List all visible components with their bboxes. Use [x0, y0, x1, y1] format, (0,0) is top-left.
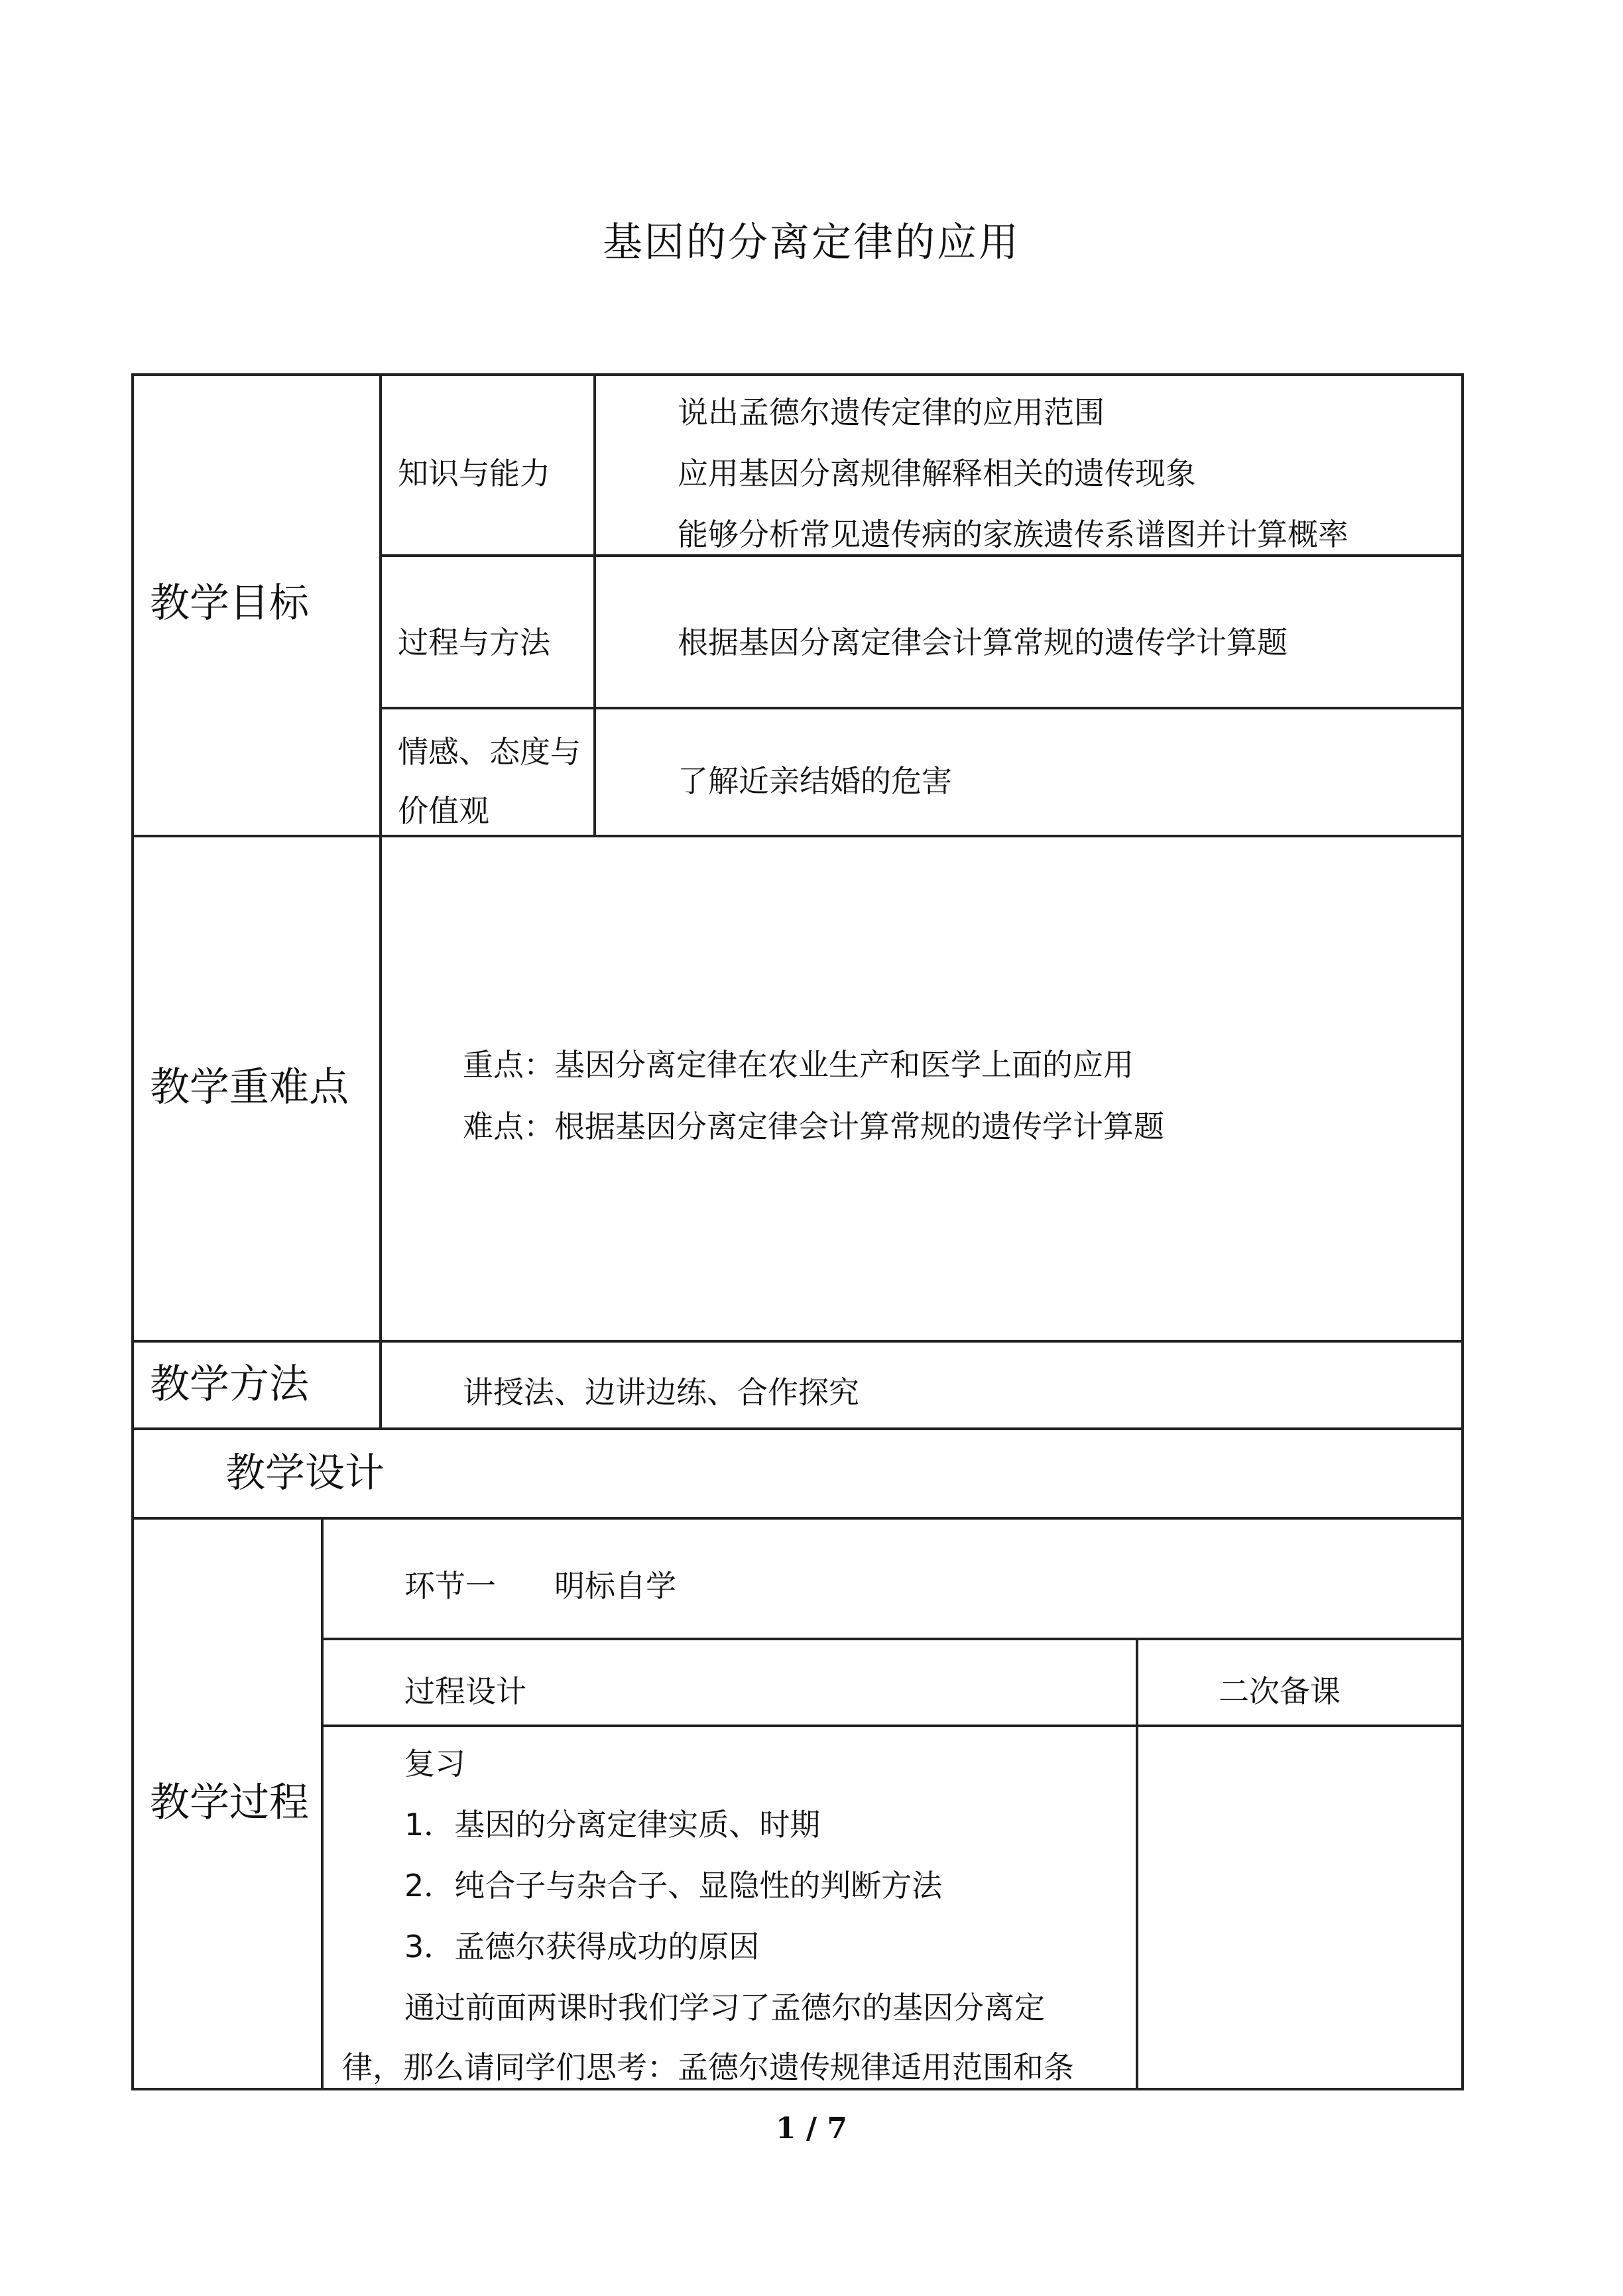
knowledge-item: 说出孟德尔遗传定律的应用范围	[678, 394, 1105, 430]
key-points-label: 教学重难点	[150, 1064, 349, 1111]
list-item: 3．孟德尔获得成功的原因	[404, 1929, 760, 1964]
row-divider	[131, 835, 1464, 837]
process-method-text: 根据基因分离定律会计算常规的遗传学计算题	[678, 625, 1288, 660]
table-border-bottom	[131, 2088, 1464, 2090]
col-divider	[321, 1517, 324, 2090]
col-divider	[379, 1340, 382, 1429]
emotion-label: 价值观	[398, 793, 489, 829]
method-text: 讲授法、边讲边练、合作探究	[463, 1374, 859, 1410]
review-heading: 复习	[404, 1746, 465, 1782]
knowledge-item: 能够分析常见遗传病的家族遗传系谱图并计算概率	[678, 516, 1349, 552]
emotion-text: 了解近亲结婚的危害	[678, 763, 952, 799]
knowledge-item: 应用基因分离规律解释相关的遗传现象	[678, 455, 1196, 491]
key-point-focus: 重点：基因分离定律在农业生产和医学上面的应用	[463, 1047, 1134, 1083]
list-item: 2．纯合子与杂合子、显隐性的判断方法	[404, 1868, 943, 1903]
stage-label: 环节一	[404, 1568, 496, 1604]
design-label: 教学设计	[225, 1450, 385, 1496]
table-border-top	[131, 373, 1464, 376]
row-divider	[131, 1340, 1464, 1343]
col-header-prep: 二次备课	[1219, 1673, 1341, 1709]
row-divider	[381, 554, 1464, 557]
row-divider	[381, 707, 1464, 709]
row-divider	[322, 1638, 1464, 1640]
process-method-label: 过程与方法	[398, 625, 550, 660]
paragraph-line: 通过前面两课时我们学习了孟德尔的基因分离定	[404, 1990, 1045, 2025]
list-item: 1．基因的分离定律实质、时期	[404, 1807, 821, 1843]
table-border-right	[1461, 373, 1464, 2090]
knowledge-label: 知识与能力	[398, 455, 550, 491]
stage-name: 明标自学	[554, 1568, 676, 1604]
method-label: 教学方法	[150, 1361, 309, 1408]
paragraph-line: 律，那么请同学们思考：孟德尔遗传规律适用范围和条	[342, 2049, 1074, 2085]
col-divider	[593, 373, 596, 836]
row-divider	[131, 1427, 1464, 1430]
page-title: 基因的分离定律的应用	[603, 219, 1020, 266]
col-divider	[1136, 1638, 1138, 2090]
row-divider	[131, 1517, 1464, 1520]
col-header-design: 过程设计	[404, 1673, 526, 1709]
key-point-difficulty: 难点：根据基因分离定律会计算常规的遗传学计算题	[463, 1109, 1164, 1144]
table-border-left	[131, 373, 134, 2090]
page-number: 1 / 7	[776, 2112, 847, 2145]
emotion-label: 情感、态度与	[398, 734, 581, 770]
objectives-label: 教学目标	[150, 580, 309, 627]
row-divider	[322, 1724, 1464, 1727]
col-divider	[379, 373, 382, 1341]
process-label: 教学过程	[150, 1780, 309, 1826]
